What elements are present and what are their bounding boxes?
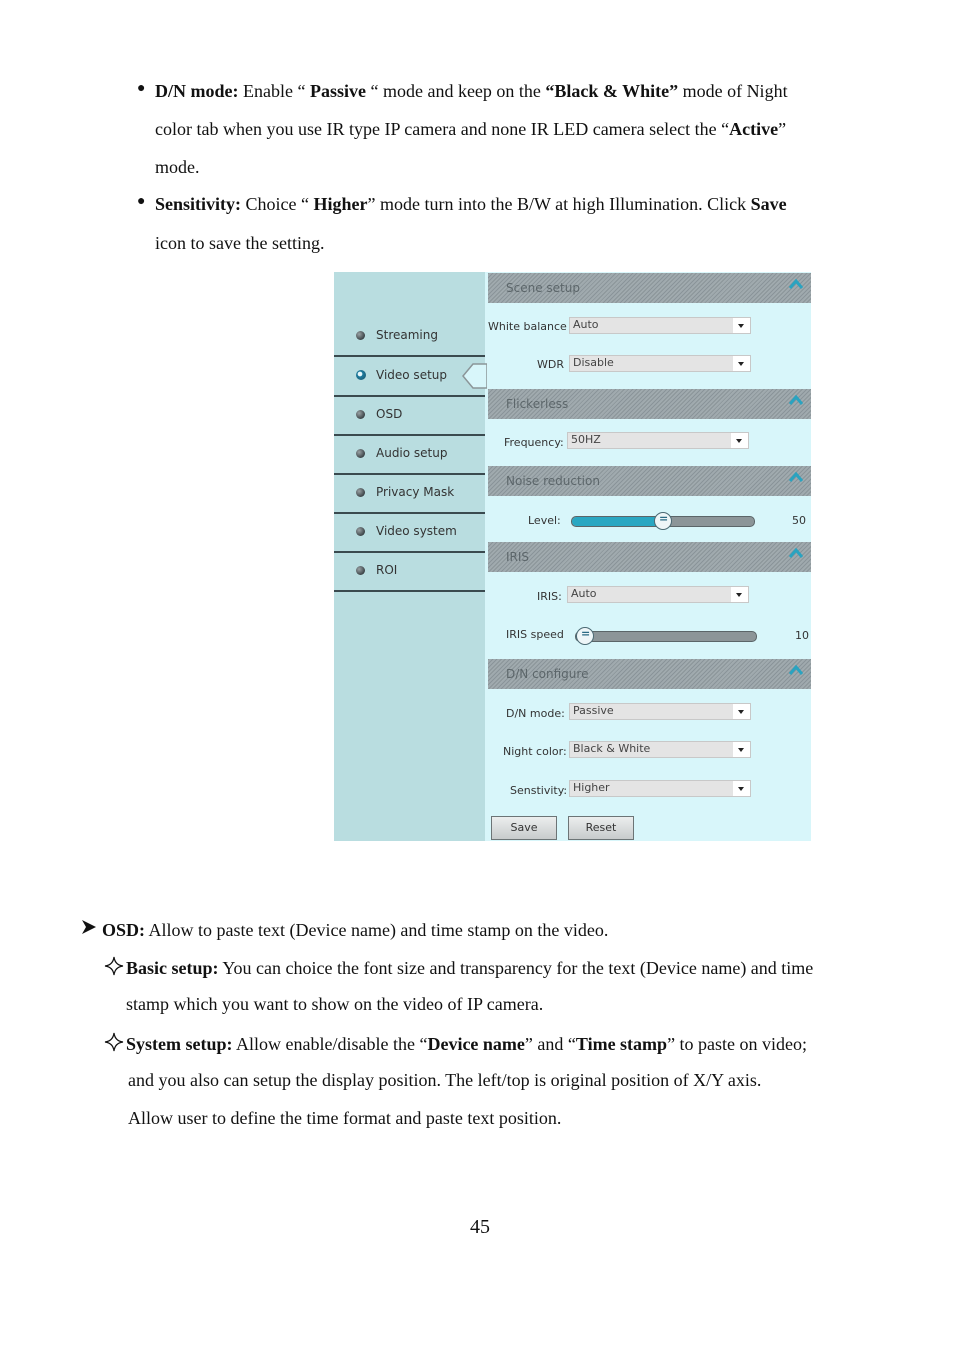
- diamond-star-icon: [104, 1032, 124, 1052]
- nav-item-privacy-mask[interactable]: [334, 474, 485, 514]
- bold-text: Sensitivity:: [155, 194, 242, 214]
- text-run: and you also can setup the display position. The left/top is original position of X/Y axis.: [128, 1070, 762, 1090]
- arrow-bullet-icon: [80, 918, 98, 936]
- dropdown-arrow-icon: [733, 781, 750, 796]
- bullet-dot-sensitivity: ●: [137, 194, 146, 209]
- dn-mode-line-3: [155, 156, 200, 178]
- bullet-icon: [356, 566, 365, 575]
- bold-text: D/N mode:: [155, 81, 239, 101]
- nav-label: Streaming: [376, 328, 438, 342]
- text-run: Allow to paste text (Device name) and time stamp on the video.: [145, 920, 609, 940]
- section-header-scene-setup[interactable]: [488, 273, 811, 303]
- slider-knob[interactable]: [654, 512, 672, 530]
- dropdown-arrow-icon: [733, 318, 750, 333]
- bullet-icon: [356, 331, 365, 340]
- bold-text: Higher: [313, 194, 368, 214]
- frequency-label: Frequency:: [504, 436, 564, 449]
- wdr-label: WDR: [537, 358, 564, 371]
- text-run: “ mode and keep on the: [365, 81, 546, 101]
- bold-text: “Black & White”: [545, 81, 679, 101]
- section-title: Noise reduction: [506, 474, 600, 488]
- text-run: ” to paste on video;: [667, 1034, 808, 1054]
- level-value: 50: [792, 514, 806, 527]
- save-button[interactable]: Save: [491, 816, 557, 840]
- dropdown-arrow-icon: [733, 356, 750, 371]
- text-run: You can choice the font size and transparency for the text (Device name) and time: [218, 958, 814, 978]
- text-run: ” mode turn into the B/W at high Illumination. Click: [367, 194, 751, 214]
- level-label: Level:: [528, 514, 561, 527]
- system-setup-line-1: [126, 1033, 807, 1055]
- dn-mode-line-2: [155, 118, 786, 140]
- dropdown-arrow-icon: [731, 433, 748, 448]
- bold-text: Device name: [427, 1034, 525, 1054]
- text-run: Allow user to define the time format and paste text position.: [128, 1108, 562, 1128]
- bold-text: Save: [750, 194, 787, 214]
- nav-item-osd[interactable]: [334, 396, 485, 436]
- bullet-dot-dn-mode: ●: [137, 81, 146, 96]
- iris-speed-label: IRIS speed: [506, 628, 564, 641]
- chevron-up-icon[interactable]: [789, 548, 803, 558]
- sensitivity-line-1: [155, 193, 787, 215]
- white-balance-label: White balance: [488, 320, 567, 333]
- nav-item-streaming[interactable]: [334, 317, 485, 357]
- video-setup-screenshot: [334, 272, 811, 841]
- bold-text: Passive: [309, 81, 366, 101]
- nav-label: Audio setup: [376, 446, 448, 460]
- section-title: IRIS: [506, 550, 530, 564]
- diamond-star-icon: [104, 956, 124, 976]
- section-title: D/N configure: [506, 667, 589, 681]
- section-title: Scene setup: [506, 281, 580, 295]
- nav-item-audio-setup[interactable]: [334, 435, 485, 475]
- text-run: Enable “: [238, 81, 310, 101]
- section-title: Flickerless: [506, 397, 569, 411]
- bold-text: OSD:: [102, 920, 146, 940]
- dn-mode-line-1: [155, 80, 788, 102]
- sensitivity-label: Senstivity:: [510, 784, 568, 797]
- nav-item-video-system[interactable]: [334, 513, 485, 553]
- select-value: Passive: [573, 704, 614, 717]
- bullet-icon: [356, 527, 365, 536]
- system-setup-line-3: [128, 1107, 561, 1129]
- select-value: Higher: [573, 781, 610, 794]
- nav-label: Video setup: [376, 368, 447, 382]
- text-run: color tab when you use IR type IP camera and none IR LED camera select the “: [155, 119, 730, 139]
- level-slider[interactable]: [571, 516, 755, 527]
- section-header-iris[interactable]: [488, 542, 811, 572]
- text-run: Choice “: [241, 194, 314, 214]
- bold-text: Time stamp: [575, 1034, 668, 1054]
- chevron-up-icon[interactable]: [789, 279, 803, 289]
- night-color-select[interactable]: [569, 741, 751, 758]
- chevron-up-icon[interactable]: [789, 395, 803, 405]
- chevron-up-icon[interactable]: [789, 665, 803, 675]
- nav-label: ROI: [376, 563, 398, 577]
- text-run: mode.: [155, 157, 200, 177]
- text-run: ” and “: [524, 1034, 576, 1054]
- basic-setup-line-2: [126, 993, 543, 1015]
- iris-label: IRIS:: [537, 590, 562, 603]
- text-run: ”: [778, 119, 787, 139]
- nav-label: Privacy Mask: [376, 485, 455, 499]
- bullet-icon: [356, 410, 365, 419]
- active-pointer-icon: [461, 363, 487, 389]
- slider-knob[interactable]: [576, 627, 594, 645]
- basic-setup-line-1: [126, 957, 813, 979]
- sensitivity-select[interactable]: [569, 780, 751, 797]
- text-run: stamp which you want to show on the video of IP camera.: [126, 994, 544, 1014]
- dn-mode-select[interactable]: [569, 703, 751, 720]
- dn-mode-label: D/N mode:: [506, 707, 565, 720]
- dropdown-arrow-icon: [733, 704, 750, 719]
- system-setup-line-2: [128, 1069, 761, 1091]
- page-number: 45: [470, 1216, 490, 1238]
- dropdown-arrow-icon: [731, 587, 748, 602]
- section-header-flickerless[interactable]: [488, 389, 811, 419]
- bold-text: Basic setup:: [126, 958, 219, 978]
- sidebar: [334, 272, 485, 841]
- nav-label: OSD: [376, 407, 403, 421]
- select-value: Black & White: [573, 742, 651, 755]
- bold-text: Active: [729, 119, 779, 139]
- select-value: Auto: [571, 587, 597, 600]
- chevron-up-icon[interactable]: [789, 472, 803, 482]
- sensitivity-line-2: [155, 232, 324, 254]
- iris-speed-value: 10: [795, 629, 809, 642]
- select-value: Disable: [573, 356, 614, 369]
- osd-heading: [102, 919, 608, 941]
- text-run: Allow enable/disable the “: [232, 1034, 428, 1054]
- iris-speed-slider[interactable]: [575, 631, 757, 642]
- slider-fill: [572, 517, 663, 526]
- night-color-label: Night color:: [503, 745, 567, 758]
- bullet-icon: [356, 449, 365, 458]
- bold-text: System setup:: [126, 1034, 233, 1054]
- white-balance-select[interactable]: [569, 317, 751, 334]
- wdr-select[interactable]: [569, 355, 751, 372]
- select-value: 50HZ: [571, 433, 601, 446]
- reset-button[interactable]: Reset: [568, 816, 634, 840]
- text-run: mode of Night: [678, 81, 788, 101]
- iris-select[interactable]: [567, 586, 749, 603]
- bullet-icon: [356, 488, 365, 497]
- select-value: Auto: [573, 318, 599, 331]
- text-run: icon to save the setting.: [155, 233, 325, 253]
- section-header-noise-reduction[interactable]: [488, 466, 811, 496]
- bullet-icon: [356, 370, 366, 380]
- nav-item-roi[interactable]: [334, 552, 485, 592]
- dropdown-arrow-icon: [733, 742, 750, 757]
- nav-label: Video system: [376, 524, 457, 538]
- section-header-dn-configure[interactable]: [488, 659, 811, 689]
- frequency-select[interactable]: [567, 432, 749, 449]
